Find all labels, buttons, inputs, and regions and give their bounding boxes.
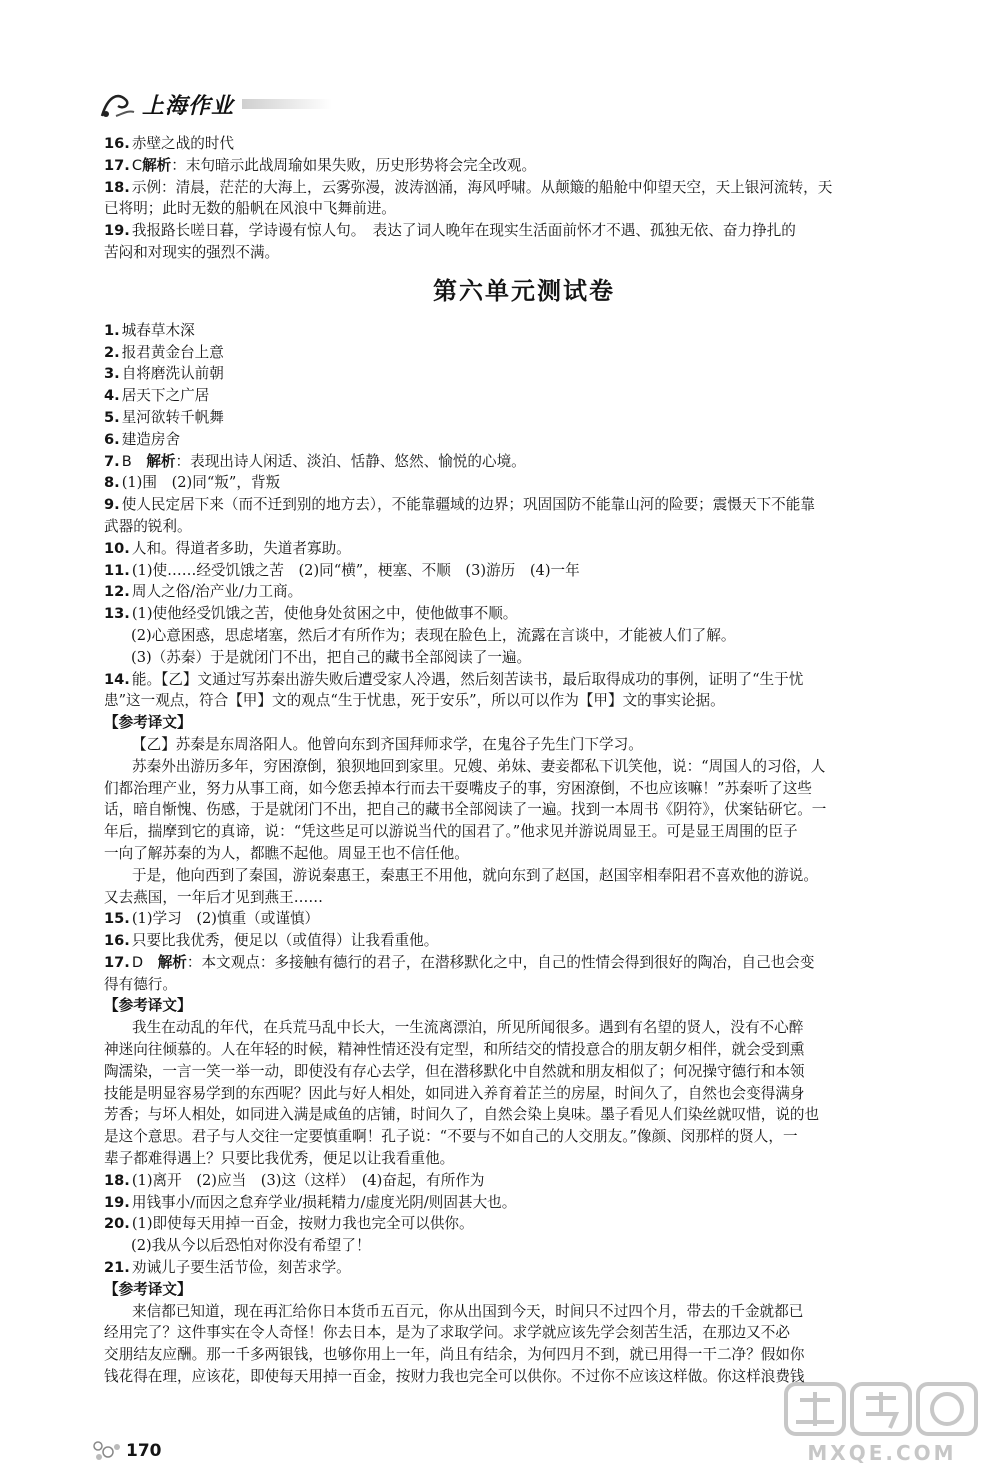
answer-number: 18. — [104, 178, 130, 196]
translation-line: 技能是明显容易学到的东西呢？因此与好人相处，如同进入养育着芷兰的房屋，时间久了，自然也会变得满身 — [104, 1084, 805, 1102]
answer-number: 16. — [104, 135, 130, 152]
analysis-label: 解析 — [146, 452, 176, 470]
answer-line — [104, 1213, 944, 1235]
analysis-label: 解析 — [157, 953, 187, 971]
answer-text: (1)围 (2)同“叛”，背叛 — [121, 474, 281, 492]
answer-text: D — [131, 953, 158, 971]
answer-text: 人和。得道者多助，失道者寡助。 — [131, 539, 351, 557]
answer-line — [104, 930, 944, 952]
answer-text: 示例：清晨，茫茫的大海上，云雾弥漫，波涛汹涌，海风呼啸。从颠簸的船舱中仰望天空，天上银河流转，天 — [131, 178, 833, 196]
reference-translation-heading: 【参考译文】 — [104, 1280, 192, 1298]
watermark-logo — [782, 1378, 982, 1466]
answer-line — [104, 494, 944, 516]
analysis-text: ：表现出诗人闲适、淡泊、恬静、悠然、愉悦的心境。 — [175, 452, 526, 470]
answer-continuation: 武器的锐利。 — [104, 517, 192, 535]
answer-line — [104, 1170, 944, 1192]
answer-text: 周人之俗/治产业/力工商。 — [131, 583, 303, 601]
answer-text: 建造房舍 — [121, 430, 181, 448]
header-fade-bar — [242, 99, 332, 109]
page-header — [98, 84, 332, 124]
answer-number: 12. — [104, 583, 130, 601]
answer-number: 6. — [104, 430, 120, 448]
translation-line: 来信都已知道，现在再汇给你日本货币五百元，你从出国到今天，时间只不过四个月，带去的千金就都已 — [132, 1302, 804, 1320]
translation-line: 神迷向往倾慕的。人在年轻的时候，精神性情还没有定型，和所结交的情投意合的朋友朝夕相伴，就会受到熏 — [104, 1041, 805, 1059]
answer-line — [104, 363, 944, 385]
answer-number: 18. — [104, 1171, 130, 1189]
answer-line — [104, 429, 944, 451]
answer-line — [104, 952, 944, 974]
answer-number: 10. — [104, 539, 130, 557]
answer-line — [104, 407, 944, 429]
answer-text: 劝诫儿子要生活节俭，刻苦求学。 — [131, 1259, 351, 1277]
translation-line: 【乙】苏秦是东周洛阳人。他曾向东到齐国拜师求学，在鬼谷子先生门下学习。 — [132, 735, 643, 753]
answer-number: 13. — [104, 605, 130, 623]
answer-subline: (2)心意困惑，思虑堵塞，然后才有所作为；表现在脸色上，流露在言谈中，才能被人们了解。 — [131, 626, 736, 644]
page-footer — [90, 1438, 162, 1464]
answer-number: 15. — [104, 910, 130, 928]
translation-line: 话，暗自惭愧、伤感，于是就闭门不出，把自己的藏书全部阅读了一遍。找到一本周书《阴符》，伏案钻研它。一 — [104, 801, 827, 819]
answer-line — [104, 560, 944, 582]
answer-line — [104, 155, 944, 177]
answer-number: 17. — [104, 156, 130, 174]
answer-number: 9. — [104, 496, 120, 514]
translation-line: 年后，揣摩到它的真谛，说：“凭这些足可以游说当代的国君了。”他求见并游说周显王。可是显王周围的臣子 — [104, 823, 798, 841]
translation-line: 一向了解苏秦的为人，都瞧不起他。周显王也不信任他。 — [104, 844, 469, 862]
answer-line — [104, 1257, 944, 1279]
answer-text: 城春草木深 — [121, 321, 195, 339]
answer-continuation: 苦闷和对现实的强烈不满。 — [104, 243, 280, 261]
answer-line — [104, 451, 944, 473]
answer-line — [104, 220, 944, 242]
answer-text: (1)即使每天用掉一百金，按财力我也完全可以供你。 — [131, 1215, 474, 1233]
page-number: 170 — [126, 1441, 162, 1461]
answer-number: 20. — [104, 1215, 130, 1233]
answer-line — [104, 538, 944, 560]
answer-line — [104, 320, 944, 342]
answer-text: 能。【乙】文通过写苏秦出游失败后遭受家人冷遇，然后刻苦读书，最后取得成功的事例，证明了“生于忧 — [131, 670, 804, 688]
translation-line: 苏秦外出游历多年，穷困潦倒，狼狈地回到家里。兄嫂、弟妹、妻妾都私下讥笑他，说：“周国人的习俗，人 — [132, 757, 826, 775]
answer-text: 我报路长嗟日暮，学诗谩有惊人句。 表达了词人晚年在现实生活面前怀才不遇、孤独无依、奋力挣扎的 — [131, 222, 796, 240]
answer-text: (1)离开 (2)应当 (3)这（这样） (4)奋起，有所作为 — [131, 1171, 485, 1189]
answer-number: 8. — [104, 474, 120, 492]
answer-number: 5. — [104, 408, 120, 426]
answer-number: 7. — [104, 452, 120, 470]
svg-text:MXQE.COM: MXQE.COM — [807, 1441, 957, 1465]
translation-line: 于是，他向西到了秦国，游说秦惠王，秦惠王不用他，就向东到了赵国，赵国宰相奉阳君不喜欢他的游说。 — [132, 866, 818, 884]
answer-continuation: 已将明；此时无数的船帆在风浪中飞舞前进。 — [104, 200, 396, 218]
answer-number: 17. — [104, 953, 130, 971]
reference-translation-heading: 【参考译文】 — [104, 714, 192, 732]
answer-continuation: 患”这一观点，符合【甲】文的观点“生于忧患，死于安乐”，所以可以作为【甲】文的事实论据。 — [104, 692, 725, 710]
answer-number: 19. — [104, 1193, 130, 1211]
answer-text: (1)使他经受饥饿之苦，使他身处贫困之中，使他做事不顺。 — [131, 605, 518, 623]
answer-number: 16. — [104, 932, 130, 950]
answer-text: 赤壁之战的时代 — [131, 135, 235, 152]
translation-line: 又去燕国，一年后才见到燕王…… — [104, 888, 323, 906]
answer-line — [104, 385, 944, 407]
reference-translation-heading: 【参考译文】 — [104, 997, 192, 1015]
answer-line — [104, 342, 944, 364]
answer-number: 19. — [104, 222, 130, 240]
answer-number: 1. — [104, 321, 120, 339]
answer-number: 14. — [104, 670, 130, 688]
answer-text: 自将磨洗认前朝 — [121, 365, 224, 383]
analysis-text: ：本文观点：多接触有德行的君子，在潜移默化之中，自己的性情会得到很好的陶冶，自己也会变 — [186, 953, 815, 971]
answer-content — [104, 133, 944, 1388]
answer-line — [104, 581, 944, 603]
answer-continuation: 得有德行。 — [104, 975, 177, 993]
answer-text: 用钱事小/而因之怠弃学业/损耗精力/虚度光阴/则固甚大也。 — [131, 1193, 517, 1211]
answer-text: 报君黄金台上意 — [121, 343, 224, 361]
translation-line: 们都治理产业，努力从事工商，如今您丢掉本行而去干耍嘴皮子的事，穷困潦倒，不也应该嘛！”苏秦听了这些 — [104, 779, 812, 797]
answer-text: 星河欲转千帆舞 — [121, 408, 224, 426]
translation-line: 芳香；与坏人相处，如同进入满是咸鱼的店铺，时间久了，自然会染上臭味。墨子看见人们染丝就叹惜，说的也 — [104, 1106, 820, 1124]
answer-text: B — [121, 452, 147, 470]
answer-text: (1)学习 (2)慎重（或谨慎） — [131, 910, 320, 928]
translation-line: 交朋结友应酬。那一千多两银钱，也够你用上一年，尚且有结余，为何四月不到，就已用得一干二净？假如你 — [104, 1346, 805, 1364]
answer-number: 21. — [104, 1259, 130, 1277]
answer-line — [104, 908, 944, 930]
translation-line: 辈子都难得遇上？只要比我优秀，便足以让我看重他。 — [104, 1150, 455, 1168]
translation-line: 陶濡染，一言一笑一举一动，即使没有存心去学，但在潜移默化中自然就和朋友相似了；何况操守德行和本领 — [104, 1062, 805, 1080]
translation-line: 经用完了？这件事实在令人奇怪！你去日本，是为了求取学问。求学就应该先学会刻苦生活，在那边又不必 — [104, 1324, 790, 1342]
answer-text: 居天下之广居 — [121, 387, 210, 405]
answer-text: 只要比我优秀，便足以（或值得）让我看重他。 — [131, 932, 439, 950]
brand-swirl-icon — [98, 86, 140, 122]
answer-number: 11. — [104, 561, 130, 579]
answer-text: C — [131, 156, 143, 174]
translation-line: 是这个意思。君子与人交往一定要慎重啊！孔子说：“不要与不如自己的人交朋友。”像颜、闵那样的贤人，一 — [104, 1128, 798, 1146]
answer-text: (1)使……经受饥饿之苦 (2)同“横”，梗塞、不顺 (3)游历 (4)一年 — [131, 561, 580, 579]
answer-subline: (2)我从今以后恐怕对你没有希望了！ — [131, 1237, 371, 1255]
analysis-text: ：末句暗示此战周瑜如果失败，历史形势将会完全改观。 — [171, 156, 537, 174]
answer-number: 2. — [104, 343, 120, 361]
answer-subline: (3)（苏秦）于是就闭门不出，把自己的藏书全部阅读了一遍。 — [131, 648, 532, 666]
answer-line — [104, 603, 944, 625]
brand-title: 上海作业 — [142, 93, 235, 119]
translation-line: 钱花得在理，应该花，即使每天用掉一百金，按财力我也完全可以供你。不过你不应该这样做。你这样浪费钱 — [104, 1368, 805, 1386]
analysis-label: 解析 — [142, 156, 172, 174]
answer-text: 使人民定居下来（而不迁到别的地方去），不能靠疆域的边界；巩固国防不能靠山河的险要；震慑天下不能靠 — [121, 496, 815, 514]
translation-line: 我生在动乱的年代，在兵荒马乱中长大，一生流离漂泊，所见所闻很多。遇到有名望的贤人，没有不心醉 — [132, 1019, 804, 1037]
flower-decoration-icon — [90, 1438, 124, 1464]
answer-line — [104, 472, 944, 494]
answer-number: 4. — [104, 387, 120, 405]
answer-line — [104, 133, 944, 155]
answer-number: 3. — [104, 365, 120, 383]
answer-line — [104, 1192, 944, 1214]
answer-line — [104, 177, 944, 199]
answer-line — [104, 669, 944, 691]
section-title: 第六单元测试卷 — [433, 276, 615, 305]
